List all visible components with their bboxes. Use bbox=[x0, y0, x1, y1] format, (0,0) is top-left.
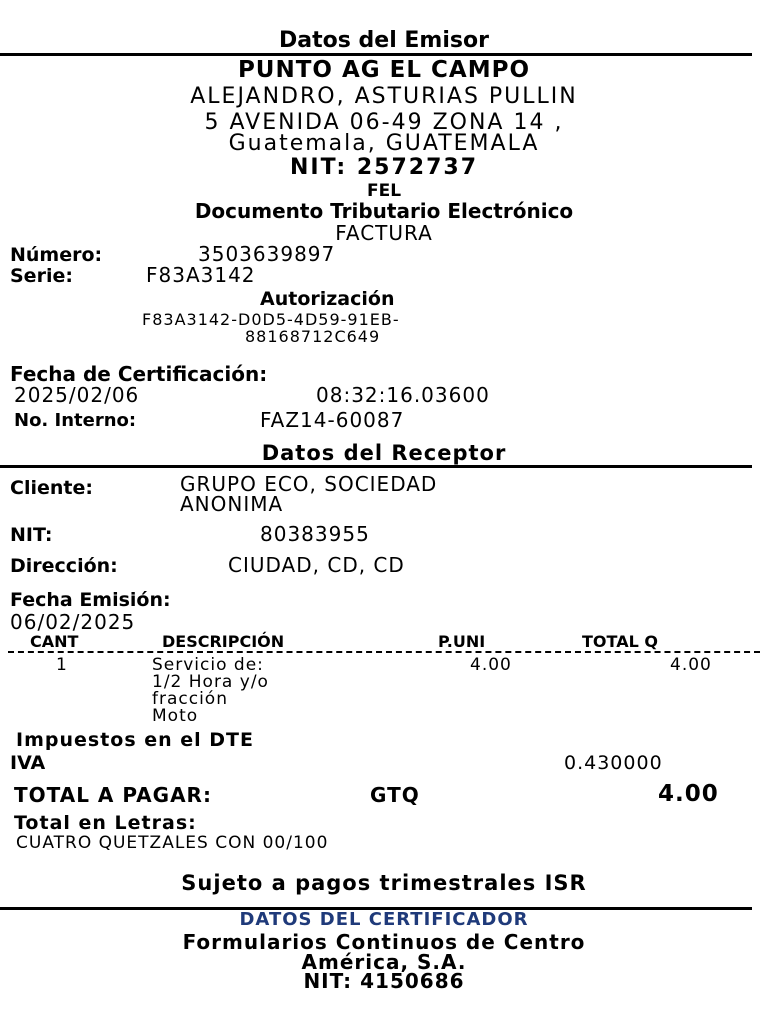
cliente-line1: GRUPO ECO, SOCIEDAD bbox=[180, 472, 438, 496]
certificador-nit: NIT: 4150686 bbox=[303, 969, 465, 993]
certificador-title: DATOS DEL CERTIFICADOR bbox=[239, 909, 529, 930]
row-desc-line4: Moto bbox=[152, 706, 199, 726]
interno-value: FAZ14-60087 bbox=[260, 408, 405, 432]
fecha-emision-label: Fecha Emisión: bbox=[10, 589, 171, 611]
header-descripcion: DESCRIPCIÓN bbox=[162, 632, 285, 651]
address-line2: Guatemala, GUATEMALA bbox=[228, 131, 540, 156]
header-cant: CANT bbox=[30, 632, 79, 651]
emisor-section-title: Datos del Emisor bbox=[279, 28, 489, 53]
interno-label: No. Interno: bbox=[14, 410, 137, 431]
row-cant: 1 bbox=[56, 655, 67, 675]
owner-name: ALEJANDRO, ASTURIAS PULLIN bbox=[190, 84, 578, 109]
autorizacion-line1: F83A3142-D0D5-4D59-91EB- bbox=[142, 310, 400, 329]
certificador-line1: Formularios Continuos de Centro bbox=[182, 930, 586, 954]
document-type: Documento Tributario Electrónico bbox=[194, 199, 574, 223]
fecha-certificacion-label: Fecha de Certificación: bbox=[10, 362, 268, 386]
autorizacion-line2: 88168712C649 bbox=[245, 327, 381, 346]
total-label: TOTAL A PAGAR: bbox=[14, 783, 212, 807]
numero-value: 3503639897 bbox=[198, 242, 336, 266]
total-currency: GTQ bbox=[370, 783, 420, 807]
document-subtype: FACTURA bbox=[335, 221, 433, 245]
table-header-divider bbox=[8, 651, 760, 653]
row-desc-line2: 1/2 Hora y/o bbox=[152, 672, 269, 692]
fecha-emision-value: 06/02/2025 bbox=[10, 610, 136, 634]
header-p-uni: P.UNI bbox=[438, 632, 486, 651]
row-desc-line1: Servicio de: bbox=[152, 655, 264, 675]
iva-label: IVA bbox=[10, 752, 46, 774]
fecha-certificacion-date: 2025/02/06 bbox=[14, 383, 140, 407]
emisor-nit: NIT: 2572737 bbox=[289, 155, 478, 180]
divider bbox=[0, 53, 752, 56]
row-total: 4.00 bbox=[670, 655, 712, 675]
direccion-label: Dirección: bbox=[10, 555, 118, 577]
fel-label: FEL bbox=[366, 181, 402, 201]
autorizacion-label: Autorización bbox=[260, 288, 395, 310]
numero-label: Número: bbox=[10, 244, 103, 266]
divider bbox=[0, 465, 752, 468]
letras-value: CUATRO QUETZALES CON 00/100 bbox=[16, 833, 329, 853]
direccion-value: CIUDAD, CD, CD bbox=[228, 553, 405, 577]
total-amount: 4.00 bbox=[658, 781, 719, 807]
iva-value: 0.430000 bbox=[564, 752, 663, 774]
cliente-label: Cliente: bbox=[10, 477, 93, 499]
isr-note: Sujeto a pagos trimestrales ISR bbox=[181, 871, 587, 895]
receptor-section-title: Datos del Receptor bbox=[261, 441, 507, 465]
business-name: PUNTO AG EL CAMPO bbox=[237, 57, 531, 83]
serie-value: F83A3142 bbox=[146, 263, 256, 287]
address-line1: 5 AVENIDA 06-49 ZONA 14 , bbox=[204, 110, 564, 135]
receptor-nit-label: NIT: bbox=[10, 524, 53, 546]
receptor-nit-value: 80383955 bbox=[260, 522, 370, 546]
letras-label: Total en Letras: bbox=[14, 812, 197, 834]
row-desc-line3: fracción bbox=[152, 689, 228, 709]
fecha-certificacion-time: 08:32:16.03600 bbox=[316, 383, 490, 407]
row-p-uni: 4.00 bbox=[470, 655, 512, 675]
serie-label: Serie: bbox=[10, 265, 73, 287]
certificador-line2: América, S.A. bbox=[301, 950, 467, 974]
taxes-title: Impuestos en el DTE bbox=[16, 729, 255, 751]
cliente-line2: ANONIMA bbox=[180, 492, 284, 516]
header-total: TOTAL Q bbox=[582, 632, 658, 651]
